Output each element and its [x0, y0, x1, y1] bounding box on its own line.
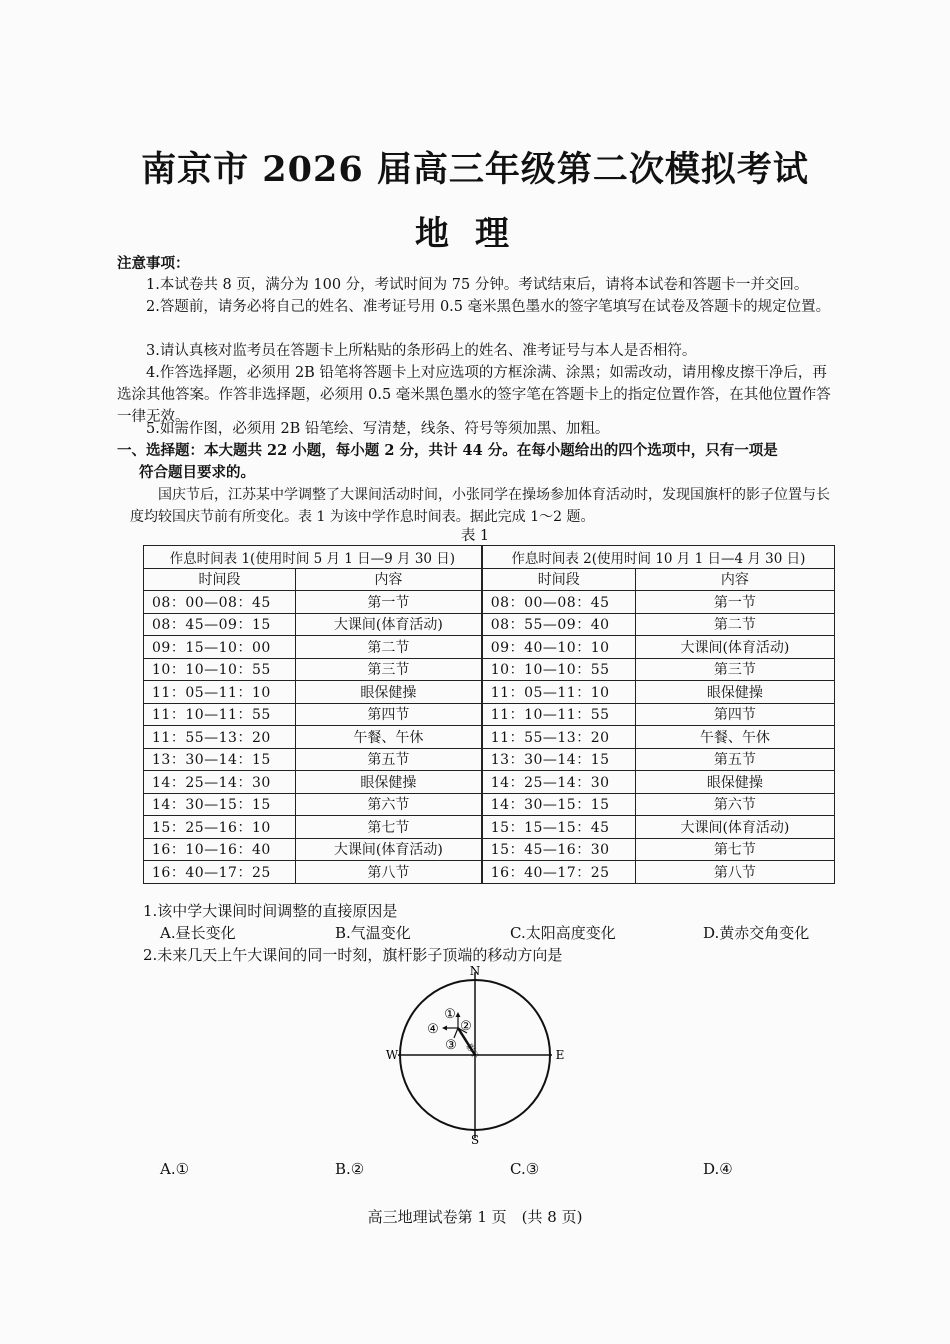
page-footer: 高三地理试卷第 1 页 (共 8 页)	[367, 1208, 583, 1226]
table-row	[144, 681, 835, 704]
question-2-text: 2.未来几天上午大课间的同一时刻，旗杆影子顶端的移动方向是	[143, 946, 563, 964]
question-1-text: 1.该中学大课间时间调整的直接原因是	[143, 902, 398, 920]
table-cell: 第二节	[635, 613, 834, 636]
table-row	[144, 726, 835, 749]
table-cell: 大课间(体育活动)	[295, 613, 481, 636]
table-cell: 15：45—16：30	[482, 838, 636, 861]
q1-option-c[interactable]: C.太阳高度变化	[510, 924, 616, 942]
arrow-4-head	[442, 1026, 447, 1031]
table-cell: 11：55—13：20	[144, 726, 296, 749]
table-cell: 眼保健操	[635, 771, 834, 794]
table-cell: 11：05—11：10	[482, 681, 636, 704]
left-table-title: 作息时间表 1(使用时间 5 月 1 日—9 月 30 日)	[144, 546, 482, 569]
table-row	[144, 748, 835, 771]
table-row	[144, 658, 835, 681]
table-cell: 第八节	[635, 861, 834, 884]
shadow-direction-diagram	[370, 960, 580, 1150]
table-cell: 14：30—15：15	[144, 793, 296, 816]
q2-option-d[interactable]: D.④	[703, 1160, 733, 1178]
table-cell: 10：10—10：55	[144, 658, 296, 681]
marker-3: ③	[445, 1038, 457, 1053]
table-row	[144, 636, 835, 659]
table-cell: 眼保健操	[295, 771, 481, 794]
table-cell: 第八节	[295, 861, 481, 884]
table-cell: 13：30—14：15	[482, 748, 636, 771]
schedule-table	[143, 545, 835, 884]
exam-title: 南京市 2026 届高三年级第二次模拟考试	[141, 149, 809, 190]
table-cell: 09：15—10：00	[144, 636, 296, 659]
col-header-content-left: 内容	[295, 568, 481, 591]
question-stem: 国庆节后，江苏某中学调整了大课间活动时间，小张同学在操场参加体育活动时，发现国旗杆的影子位置与长度均较国庆节前有所变化。表 1 为该中学作息时间表。据此完成 1～2 题。	[130, 487, 830, 525]
marker-1: ①	[444, 1007, 456, 1022]
table-cell: 第一节	[635, 591, 834, 614]
table-cell: 08：55—09：40	[482, 613, 636, 636]
table-cell: 08：00—08：45	[144, 591, 296, 614]
right-table-title: 作息时间表 2(使用时间 10 月 1 日—4 月 30 日)	[482, 546, 835, 569]
marker-4: ④	[427, 1022, 439, 1037]
table-cell: 11：10—11：55	[144, 703, 296, 726]
subject-title: 地理	[415, 214, 535, 254]
table-row	[144, 591, 835, 614]
table-cell: 第三节	[635, 658, 834, 681]
table-cell: 大课间(体育活动)	[635, 816, 834, 839]
table-cell: 第四节	[635, 703, 834, 726]
table-row	[144, 861, 835, 884]
section-heading	[117, 440, 839, 484]
table-cell: 08：00—08：45	[482, 591, 636, 614]
table-cell: 14：25—14：30	[144, 771, 296, 794]
table-row	[144, 838, 835, 861]
table-caption: 表 1	[460, 528, 490, 544]
table-cell: 第四节	[295, 703, 481, 726]
table-cell: 大课间(体育活动)	[295, 838, 481, 861]
table-cell: 大课间(体育活动)	[635, 636, 834, 659]
table-cell: 第一节	[295, 591, 481, 614]
note-item-4: 4.作答选择题，必须用 2B 铅笔将答题卡上对应选项的方框涂满、涂黑；如需改动，请用橡皮擦干净后，再选涂其他答案。作答非选择题，必须用 0.5 毫米黑色墨水的签字笔在答题卡上的指定位置作答，在其他位置作答一律无效。	[117, 365, 831, 425]
table-cell: 15：25—16：10	[144, 816, 296, 839]
q1-option-d[interactable]: D.黄赤交角变化	[703, 924, 810, 942]
table-cell: 眼保健操	[295, 681, 481, 704]
table-cell: 08：45—09：15	[144, 613, 296, 636]
table-cell: 10：10—10：55	[482, 658, 636, 681]
table-cell: 14：30—15：15	[482, 793, 636, 816]
table-cell: 第五节	[635, 748, 834, 771]
col-header-content-right: 内容	[635, 568, 834, 591]
table-header-row	[144, 568, 835, 591]
table-cell: 11：10—11：55	[482, 703, 636, 726]
table-row	[144, 816, 835, 839]
table-cell: 第三节	[295, 658, 481, 681]
table-cell: 第六节	[635, 793, 834, 816]
north-label: N	[469, 964, 481, 978]
col-header-time-right: 时间段	[482, 568, 636, 591]
table-cell: 16：40—17：25	[144, 861, 296, 884]
west-label: W	[385, 1048, 399, 1062]
table-cell: 午餐、午休	[295, 726, 481, 749]
table-row	[144, 613, 835, 636]
note-item-1: 1.本试卷共 8 页，满分为 100 分，考试时间为 75 分钟。考试结束后，请将本试卷和答题卡一并交回。	[146, 277, 809, 293]
q2-option-b[interactable]: B.②	[335, 1160, 365, 1178]
table-cell: 11：05—11：10	[144, 681, 296, 704]
note-item-5: 5.如需作图，必须用 2B 铅笔绘、写清楚，线条、符号等须加黑、加粗。	[146, 421, 610, 437]
q1-option-a[interactable]: A.昼长变化	[160, 924, 236, 942]
table-cell: 16：10—16：40	[144, 838, 296, 861]
table-cell: 午餐、午休	[635, 726, 834, 749]
q1-option-b[interactable]: B.气温变化	[335, 924, 411, 942]
table-cell: 第五节	[295, 748, 481, 771]
table-cell: 09：40—10：10	[482, 636, 636, 659]
table-cell: 第七节	[635, 838, 834, 861]
col-header-time-left: 时间段	[144, 568, 296, 591]
arrow-3	[454, 1028, 458, 1038]
table-cell: 14：25—14：30	[482, 771, 636, 794]
table-cell: 16：40—17：25	[482, 861, 636, 884]
table-cell: 第七节	[295, 816, 481, 839]
arrow-1-head	[456, 1012, 461, 1017]
south-label: S	[470, 1133, 480, 1147]
table-cell: 第二节	[295, 636, 481, 659]
section-heading-line2: 符合题目要求的。	[139, 464, 255, 481]
table-row	[144, 771, 835, 794]
table-cell: 11：55—13：20	[482, 726, 636, 749]
east-label: E	[555, 1048, 565, 1062]
table-cell: 第六节	[295, 793, 481, 816]
q2-option-a[interactable]: A.①	[160, 1160, 190, 1178]
table-cell: 15：15—15：45	[482, 816, 636, 839]
section-heading-line1: 一、选择题：本大题共 22 小题，每小题 2 分，共计 44 分。在每小题给出的四个选项中，只有一项是	[117, 442, 778, 459]
table-row	[144, 703, 835, 726]
shadow-label: 影子	[464, 1042, 481, 1061]
table-cell: 眼保健操	[635, 681, 834, 704]
q2-option-c[interactable]: C.③	[510, 1160, 540, 1178]
note-item-3: 3.请认真核对监考员在答题卡上所粘贴的条形码上的姓名、准考证号与本人是否相符。	[146, 343, 697, 359]
table-cell: 13：30—14：15	[144, 748, 296, 771]
table-title-row	[144, 546, 835, 569]
note-item-2: 2.答题前，请务必将自己的姓名、准考证号用 0.5 毫米黑色墨水的签字笔填写在试卷及答题卡的规定位置。	[146, 299, 831, 315]
marker-2: ②	[460, 1019, 472, 1034]
table-row	[144, 793, 835, 816]
notes-heading: 注意事项：	[117, 255, 190, 272]
